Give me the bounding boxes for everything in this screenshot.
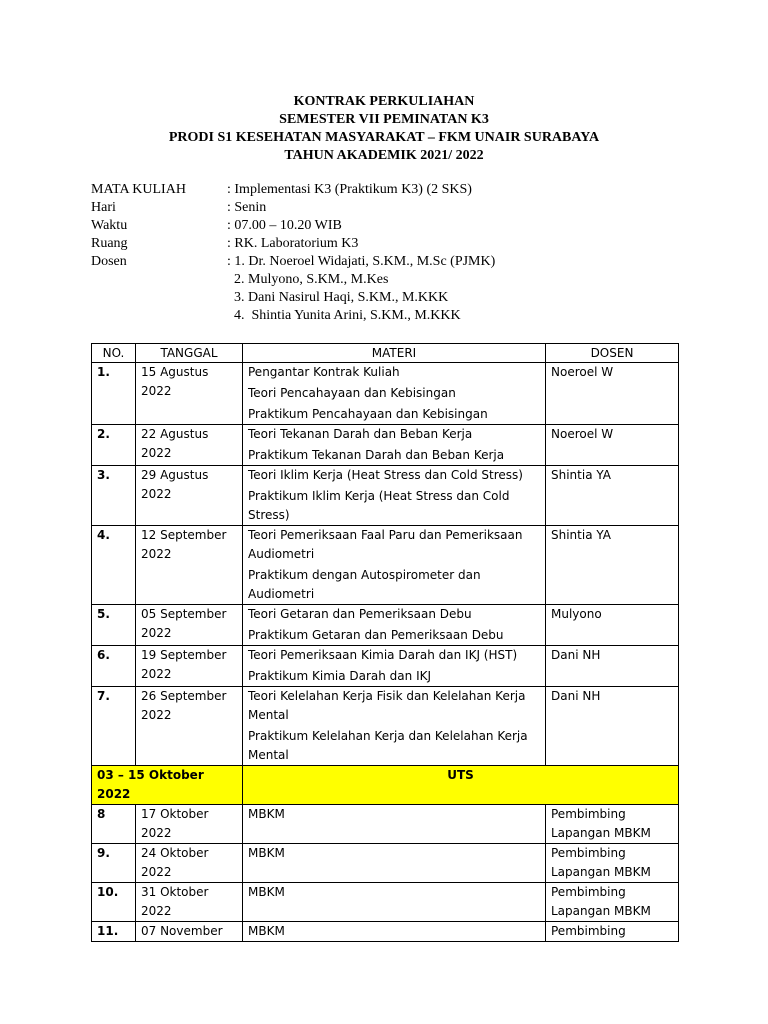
cell-tanggal: 05 September 2022 <box>136 605 243 646</box>
info-row <box>91 199 495 217</box>
uts-label: UTS <box>243 766 679 805</box>
cell-no: 7. <box>92 687 136 766</box>
materi-line: Praktikum Getaran dan Pemeriksaan Debu <box>248 628 504 642</box>
uts-row <box>92 766 679 805</box>
cell-dosen: Pembimbing Lapangan MBKM <box>546 844 679 883</box>
info-label: Ruang <box>91 236 128 251</box>
cell-materi <box>243 363 546 425</box>
cell-dosen: Mulyono <box>546 605 679 646</box>
materi-line: Teori Pencahayaan dan Kebisingan <box>248 386 456 400</box>
cell-materi <box>243 425 546 466</box>
header-tanggal: TANGGAL <box>136 344 243 363</box>
info-label: Waktu <box>91 218 128 233</box>
materi-line: MBKM <box>248 807 285 821</box>
uts-date: 03 – 15 Oktober 2022 <box>92 766 243 805</box>
cell-dosen: Noeroel W <box>546 425 679 466</box>
cell-materi <box>243 466 546 526</box>
cell-no: 6. <box>92 646 136 687</box>
info-label <box>91 307 227 325</box>
info-label: Dosen <box>91 254 127 269</box>
cell-tanggal: 19 September 2022 <box>136 646 243 687</box>
info-row <box>91 253 495 271</box>
info-row <box>91 181 495 199</box>
materi-line: Praktikum dengan Autospirometer dan Audiometri <box>248 568 481 601</box>
table-row <box>92 922 679 942</box>
materi-line: Praktikum Kelelahan Kerja dan Kelelahan Kerja Mental <box>248 729 528 762</box>
cell-no: 8 <box>92 805 136 844</box>
cell-tanggal: 26 September 2022 <box>136 687 243 766</box>
cell-dosen: Noeroel W <box>546 363 679 425</box>
cell-tanggal: 07 November <box>136 922 243 942</box>
cell-dosen: Pembimbing Lapangan MBKM <box>546 883 679 922</box>
cell-materi <box>243 805 546 844</box>
info-value: 2. Mulyono, S.KM., M.Kes <box>227 272 389 287</box>
cell-tanggal: 17 Oktober 2022 <box>136 805 243 844</box>
info-value: 3. Dani Nasirul Haqi, S.KM., M.KKK <box>227 290 449 305</box>
materi-line: Teori Iklim Kerja (Heat Stress dan Cold Stress) <box>248 468 523 482</box>
table-row <box>92 526 679 605</box>
table-header-row <box>92 344 679 363</box>
table-row <box>92 844 679 883</box>
cell-tanggal: 22 Agustus 2022 <box>136 425 243 466</box>
materi-line: MBKM <box>248 846 285 860</box>
materi-line: MBKM <box>248 885 285 899</box>
cell-tanggal: 12 September 2022 <box>136 526 243 605</box>
cell-no: 5. <box>92 605 136 646</box>
info-value: : 07.00 – 10.20 WIB <box>227 218 342 233</box>
table-row <box>92 466 679 526</box>
title-line-4: TAHUN AKADEMIK 2021/ 2022 <box>284 148 484 163</box>
cell-materi <box>243 646 546 687</box>
header-materi: MATERI <box>243 344 546 363</box>
table-row <box>92 605 679 646</box>
course-info <box>91 181 495 325</box>
cell-materi <box>243 687 546 766</box>
document-title <box>0 93 768 165</box>
cell-no: 2. <box>92 425 136 466</box>
info-value: : Senin <box>227 200 267 215</box>
info-value: : RK. Laboratorium K3 <box>227 236 359 251</box>
info-row <box>91 235 495 253</box>
info-row <box>91 217 495 235</box>
materi-line: Teori Kelelahan Kerja Fisik dan Kelelahan Kerja Mental <box>248 689 526 722</box>
info-row <box>91 289 495 307</box>
materi-line: Praktikum Tekanan Darah dan Beban Kerja <box>248 448 505 462</box>
cell-tanggal: 29 Agustus 2022 <box>136 466 243 526</box>
info-label <box>91 289 227 307</box>
info-row <box>91 307 495 325</box>
cell-no: 9. <box>92 844 136 883</box>
materi-line: Teori Pemeriksaan Kimia Darah dan IKJ (HST) <box>248 648 518 662</box>
table-row <box>92 363 679 425</box>
cell-tanggal: 24 Oktober 2022 <box>136 844 243 883</box>
cell-materi <box>243 605 546 646</box>
info-value: 4. Shintia Yunita Arini, S.KM., M.KKK <box>227 308 461 323</box>
info-value: : Implementasi K3 (Praktikum K3) (2 SKS) <box>227 182 472 197</box>
cell-no: 11. <box>92 922 136 942</box>
header-no: NO. <box>92 344 136 363</box>
table-row <box>92 883 679 922</box>
cell-tanggal: 31 Oktober 2022 <box>136 883 243 922</box>
materi-line: Pengantar Kontrak Kuliah <box>248 365 400 379</box>
cell-dosen: Pembimbing <box>546 922 679 942</box>
cell-tanggal: 15 Agustus 2022 <box>136 363 243 425</box>
title-line-1: KONTRAK PERKULIAHAN <box>293 94 475 109</box>
materi-line: Praktikum Pencahayaan dan Kebisingan <box>248 407 488 421</box>
info-label: Hari <box>91 200 116 215</box>
cell-no: 3. <box>92 466 136 526</box>
materi-line: Teori Tekanan Darah dan Beban Kerja <box>248 427 473 441</box>
cell-materi <box>243 883 546 922</box>
cell-no: 10. <box>92 883 136 922</box>
title-line-2: SEMESTER VII PEMINATAN K3 <box>279 112 489 127</box>
title-line-3: PRODI S1 KESEHATAN MASYARAKAT – FKM UNAIR SURABAYA <box>168 130 600 145</box>
cell-dosen: Dani NH <box>546 687 679 766</box>
cell-dosen: Dani NH <box>546 646 679 687</box>
cell-no: 1. <box>92 363 136 425</box>
materi-line: MBKM <box>248 924 285 938</box>
table-row <box>92 646 679 687</box>
cell-dosen: Shintia YA <box>546 526 679 605</box>
cell-no: 4. <box>92 526 136 605</box>
cell-materi <box>243 526 546 605</box>
materi-line: Teori Pemeriksaan Faal Paru dan Pemeriksaan Audiometri <box>248 528 523 561</box>
materi-line: Praktikum Iklim Kerja (Heat Stress dan Cold Stress) <box>248 489 510 522</box>
header-dosen: DOSEN <box>546 344 679 363</box>
schedule-table <box>91 343 679 942</box>
materi-line: Teori Getaran dan Pemeriksaan Debu <box>248 607 472 621</box>
table-row <box>92 425 679 466</box>
cell-dosen: Shintia YA <box>546 466 679 526</box>
info-label: MATA KULIAH <box>91 182 186 197</box>
info-row <box>91 271 495 289</box>
table-row <box>92 805 679 844</box>
cell-dosen: Pembimbing Lapangan MBKM <box>546 805 679 844</box>
cell-materi <box>243 922 546 942</box>
info-value: : 1. Dr. Noeroel Widajati, S.KM., M.Sc (PJMK) <box>227 254 496 269</box>
materi-line: Praktikum Kimia Darah dan IKJ <box>248 669 432 683</box>
cell-materi <box>243 844 546 883</box>
table-row <box>92 687 679 766</box>
info-label <box>91 271 227 289</box>
